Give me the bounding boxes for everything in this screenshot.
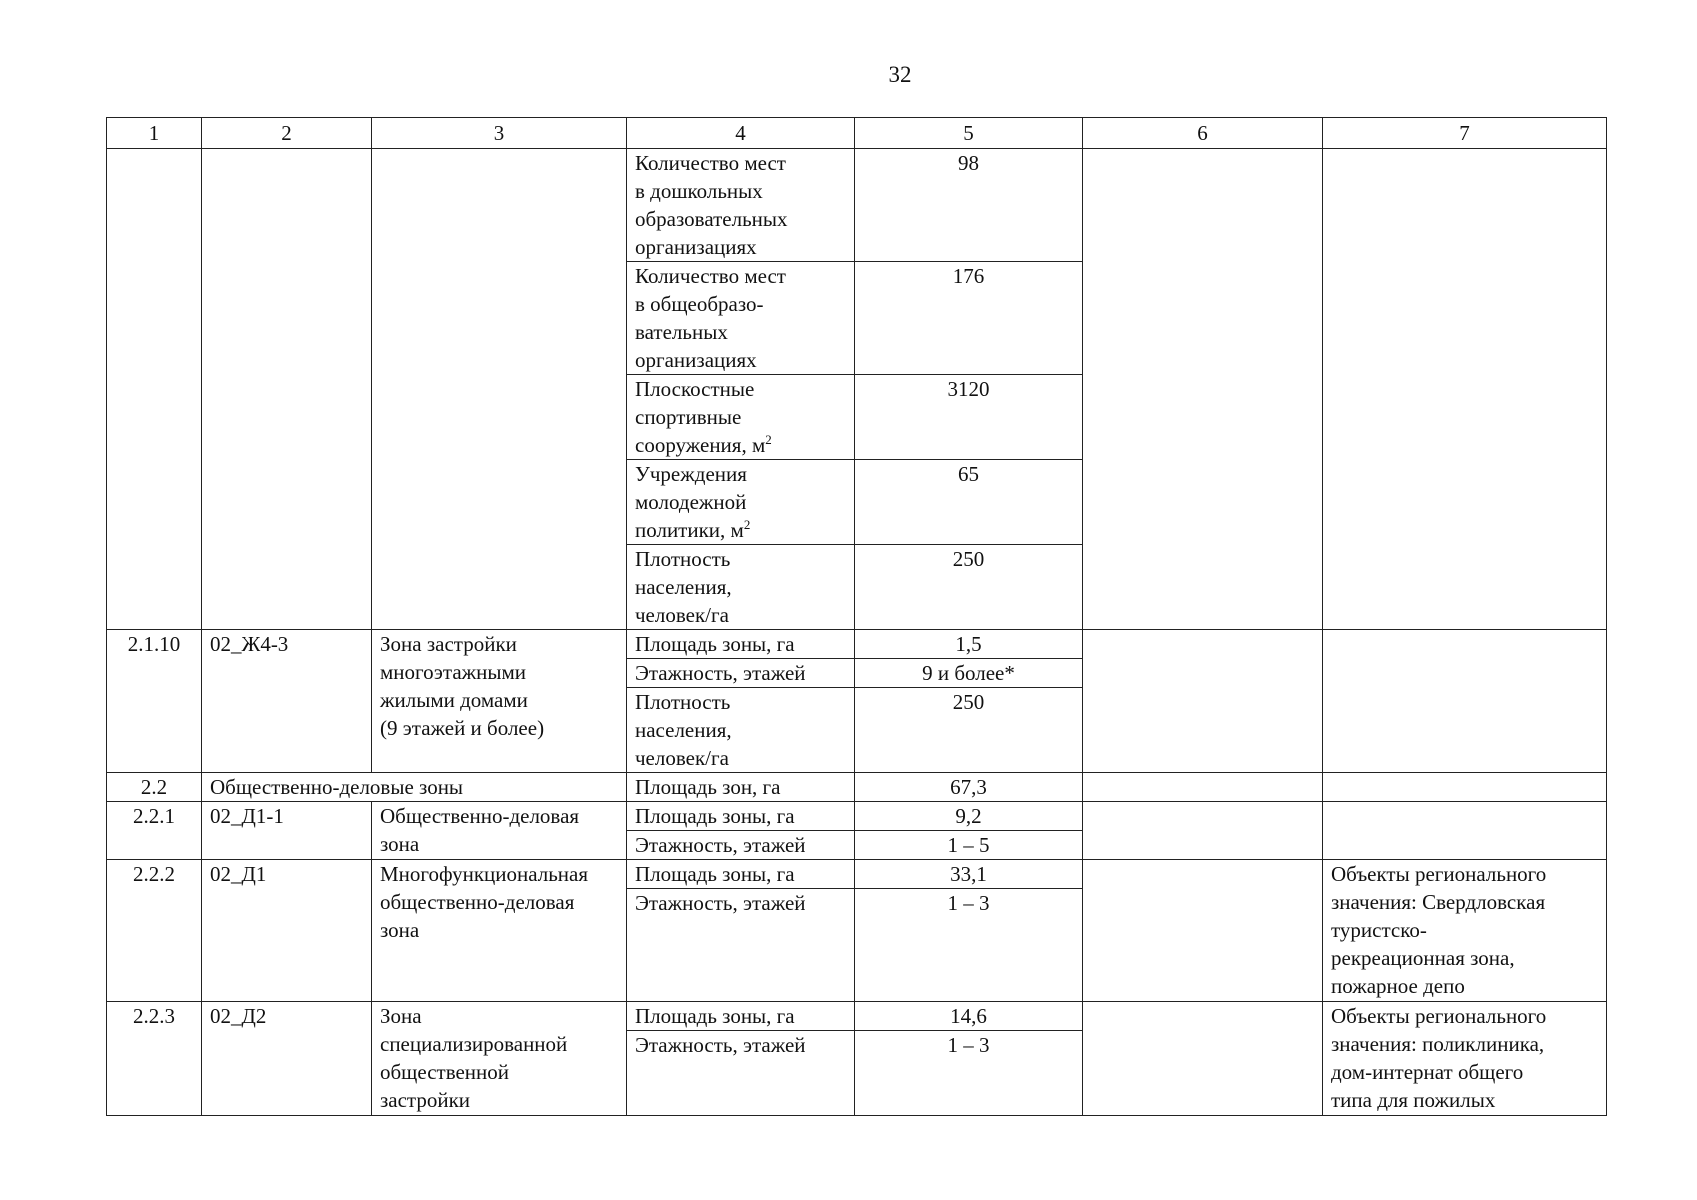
indicator-name: Количество мест в общеобразо- вательных организациях [627,262,855,375]
row-number: 2.2.2 [107,860,202,1002]
indicator-name: Плотность населения, человек/га [627,688,855,773]
col6-cell [1083,773,1323,802]
indicator-value: 67,3 [855,773,1083,802]
group-title: Общественно-деловые зоны [202,773,627,802]
indicator-value: 9 и более* [855,659,1083,688]
indicator-name: Площадь зоны, га [627,1002,855,1031]
col7-cell [1323,802,1607,860]
zone-name: Зона специализированной общественной застройки [372,1002,627,1116]
indicator-value: 250 [855,688,1083,773]
zone-name: Зона застройки многоэтажными жилыми домами (9 этажей и более) [372,630,627,773]
table-row [107,149,1607,262]
indicator-value: 1 – 3 [855,1031,1083,1116]
column-number-row [107,118,1607,149]
unit-superscript: 2 [743,517,751,532]
zone-name: Многофункциональная общественно-деловая зона [372,860,627,1002]
indicator-value: 33,1 [855,860,1083,889]
num-cell [107,149,202,630]
indicator-name: Площадь зоны, га [627,860,855,889]
col6-cell [1083,149,1323,630]
col6-cell [1083,630,1323,773]
column-number: 5 [855,118,1083,149]
col7-cell [1323,630,1607,773]
row-number: 2.1.10 [107,630,202,773]
indicator-value: 1 – 3 [855,889,1083,1002]
zone-code: 02_Д1 [202,860,372,1002]
col6-cell [1083,860,1323,1002]
col7-note: Объекты регионального значения: Свердловская туристско- рекреационная зона, пожарное депо [1323,860,1607,1002]
indicator-name [627,375,855,460]
indicator-value: 9,2 [855,802,1083,831]
indicator-name: Этажность, этажей [627,1031,855,1116]
col7-cell [1323,149,1607,630]
indicator-value: 14,6 [855,1002,1083,1031]
zone-code: 02_Ж4-3 [202,630,372,773]
col7-note: Объекты регионального значения: поликлиника, дом-интернат общего типа для пожилых [1323,1002,1607,1116]
table-row [107,773,1607,802]
column-number: 6 [1083,118,1323,149]
indicator-value: 98 [855,149,1083,262]
table-row [107,802,1607,831]
column-number: 2 [202,118,372,149]
indicator-name: Плотность населения, человек/га [627,545,855,630]
indicator-value: 1,5 [855,630,1083,659]
document-sheet [106,117,1606,1117]
column-number: 1 [107,118,202,149]
indicator-name: Количество мест в дошкольных образовательных организациях [627,149,855,262]
column-number: 3 [372,118,627,149]
zone-code: 02_Д2 [202,1002,372,1116]
table-row [107,630,1607,659]
column-number: 4 [627,118,855,149]
row-number: 2.2 [107,773,202,802]
row-number: 2.2.3 [107,1002,202,1116]
unit-superscript: 2 [765,432,772,447]
indicator-value: 65 [855,460,1083,545]
indicator-value: 176 [855,262,1083,375]
row-number: 2.2.1 [107,802,202,860]
table-row [107,860,1607,889]
column-number: 7 [1323,118,1607,149]
indicator-name: Этажность, этажей [627,831,855,860]
indicator-name: Площадь зоны, га [627,802,855,831]
zone-name: Общественно-деловая зона [372,802,627,860]
col6-cell [1083,802,1323,860]
zone-code: 02_Д1-1 [202,802,372,860]
page-number: 32 [888,62,912,87]
col7-cell [1323,773,1607,802]
indicator-name [627,460,855,545]
zone-cell [372,149,627,630]
indicator-value: 1 – 5 [855,831,1083,860]
indicator-name: Площадь зоны, га [627,630,855,659]
indicator-name: Этажность, этажей [627,889,855,1002]
col6-cell [1083,1002,1323,1116]
indicator-name: Площадь зон, га [627,773,855,802]
indicator-name-text: Учреждения молодежной политики, м [635,462,747,542]
zones-table [106,117,1607,1116]
indicator-value: 250 [855,545,1083,630]
indicator-name: Этажность, этажей [627,659,855,688]
code-cell [202,149,372,630]
table-row [107,1002,1607,1031]
indicator-name-text: Плоскостные спортивные сооружения, м [635,377,766,457]
indicator-value: 3120 [855,375,1083,460]
